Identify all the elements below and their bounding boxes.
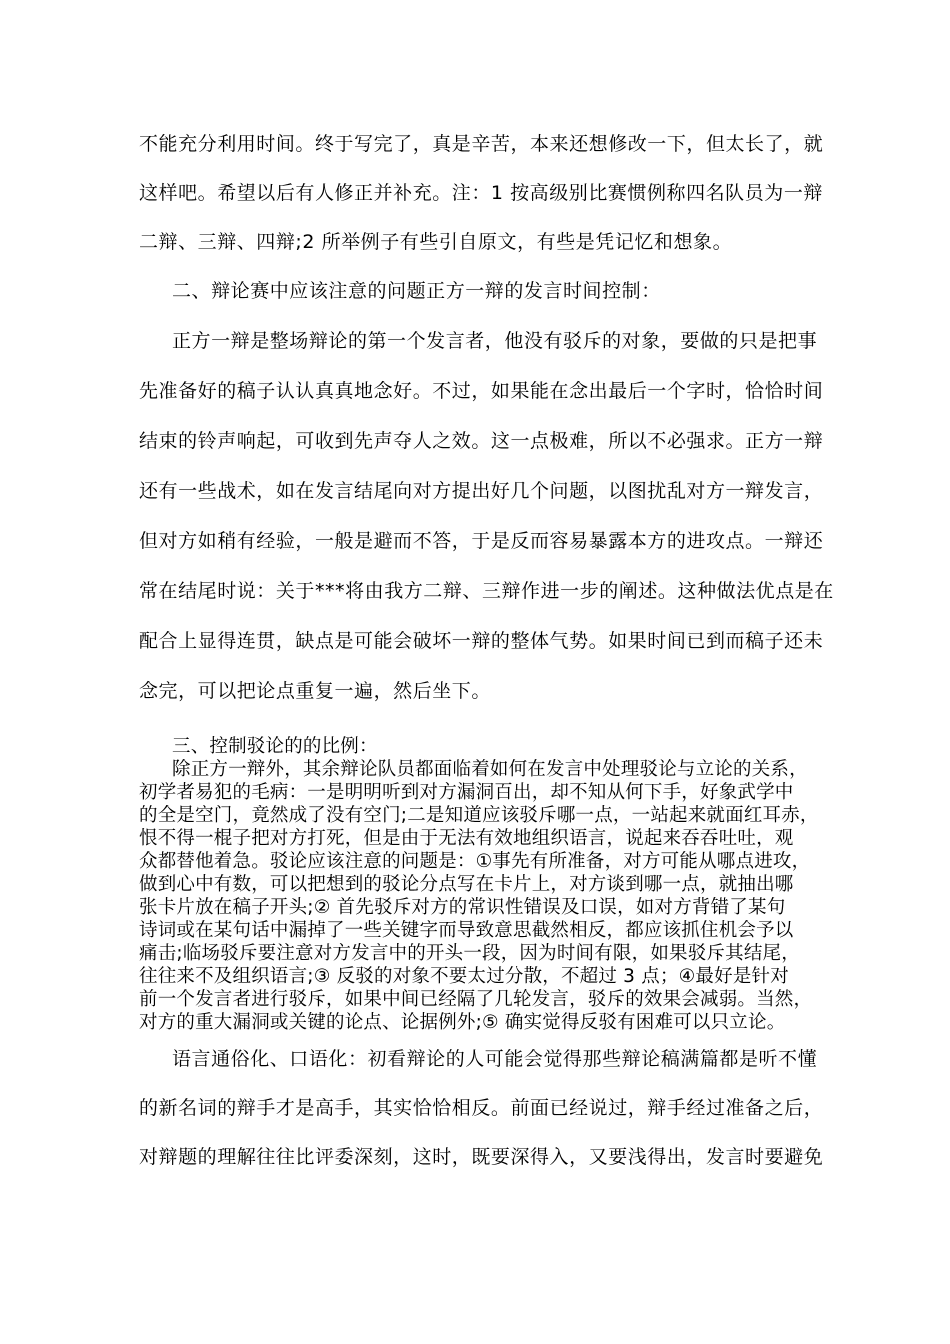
text-line: 的全是空门，竟然成了没有空门;二是知道应该驳斥哪一点，一站起来就面红耳赤， — [139, 805, 819, 826]
text-line: 除正方一辩外，其余辩论队员都面临着如何在发言中处理驳论与立论的关系， — [172, 759, 808, 780]
text-line: 做到心中有数，可以把想到的驳论分点写在卡片上，对方谈到哪一点，就抽出哪 — [139, 874, 794, 895]
text-line: 前一个发言者进行驳斥，如果中间已经隔了几轮发言，驳斥的效果会减弱。当然， — [139, 989, 813, 1010]
text-line: 的新名词的辩手才是高手，其实恰恰相反。前面已经说过，辩手经过准备之后， — [139, 1097, 824, 1119]
text-line: 张卡片放在稿子开头;② 首先驳斥对方的常识性错误及口误，如对方背错了某句 — [139, 897, 786, 918]
text-line: 不能充分利用时间。终于写完了，真是辛苦，本来还想修改一下，但太长了，就 — [139, 133, 824, 155]
section-heading: 二、辩论赛中应该注意的问题正方一辩的发言时间控制： — [172, 280, 661, 302]
text-line: 诗词或在某句话中漏掉了一些关键字而导致意思截然相反，都应该抓住机会予以 — [139, 920, 794, 941]
text-line: 先准备好的稿子认认真真地念好。不过，如果能在念出最后一个字时，恰恰时间 — [139, 380, 824, 402]
text-line: 二辩、三辩、四辩;2 所举例子有些引自原文，有些是凭记忆和想象。 — [139, 231, 733, 253]
text-line: 对方的重大漏洞或关键的论点、论据例外;⑤ 确实觉得反驳有困难可以只立论。 — [139, 1012, 786, 1033]
text-line: 这样吧。希望以后有人修正并补充。注：1 按高级别比赛惯例称四名队员为一辩 — [139, 182, 823, 204]
text-line: 对辩题的理解往往比评委深刻，这时，既要深得入，又要浅得出，发言时要避免 — [139, 1146, 824, 1168]
text-line: 恨不得一棍子把对方打死，但是由于无法有效地组织语言，说起来吞吞吐吐，观 — [139, 828, 794, 849]
text-line: 正方一辩是整场辩论的第一个发言者，他没有驳斥的对象，要做的只是把事 — [172, 330, 818, 352]
text-line: 但对方如稍有经验，一般是避而不答，于是反而容易暴露本方的进攻点。一辩还 — [139, 530, 824, 552]
text-line: 念完，可以把论点重复一遍，然后坐下。 — [139, 680, 491, 702]
text-line: 结束的铃声响起，可收到先声夺人之效。这一点极难，所以不必强求。正方一辩 — [139, 430, 824, 452]
text-line: 痛击;临场驳斥要注意对方发言中的开头一段，因为时间有限，如果驳斥其结尾， — [139, 943, 800, 964]
text-line: 初学者易犯的毛病：一是明明听到对方漏洞百出，却不知从何下手，好象武学中 — [139, 782, 794, 803]
text-line: 配合上显得连贯，缺点是可能会破坏一辩的整体气势。如果时间已到而稿子还未 — [139, 630, 824, 652]
text-line: 众都替他着急。驳论应该注意的问题是：①事先有所准备，对方可能从哪点进攻， — [139, 851, 811, 872]
text-line: 语言通俗化、口语化：初看辩论的人可能会觉得那些辩论稿满篇都是听不懂 — [172, 1048, 818, 1070]
text-line: 还有一些战术，如在发言结尾向对方提出好几个问题，以图扰乱对方一辩发言， — [139, 480, 824, 502]
text-line: 往往来不及组织语言;③ 反驳的对象不要太过分散，不超过 3 点；④最好是针对 — [139, 966, 789, 987]
section-heading: 三、控制驳论的的比例： — [172, 736, 378, 757]
text-line: 常在结尾时说：关于***将由我方二辩、三辩作进一步的阐述。这种做法优点是在 — [139, 580, 834, 602]
